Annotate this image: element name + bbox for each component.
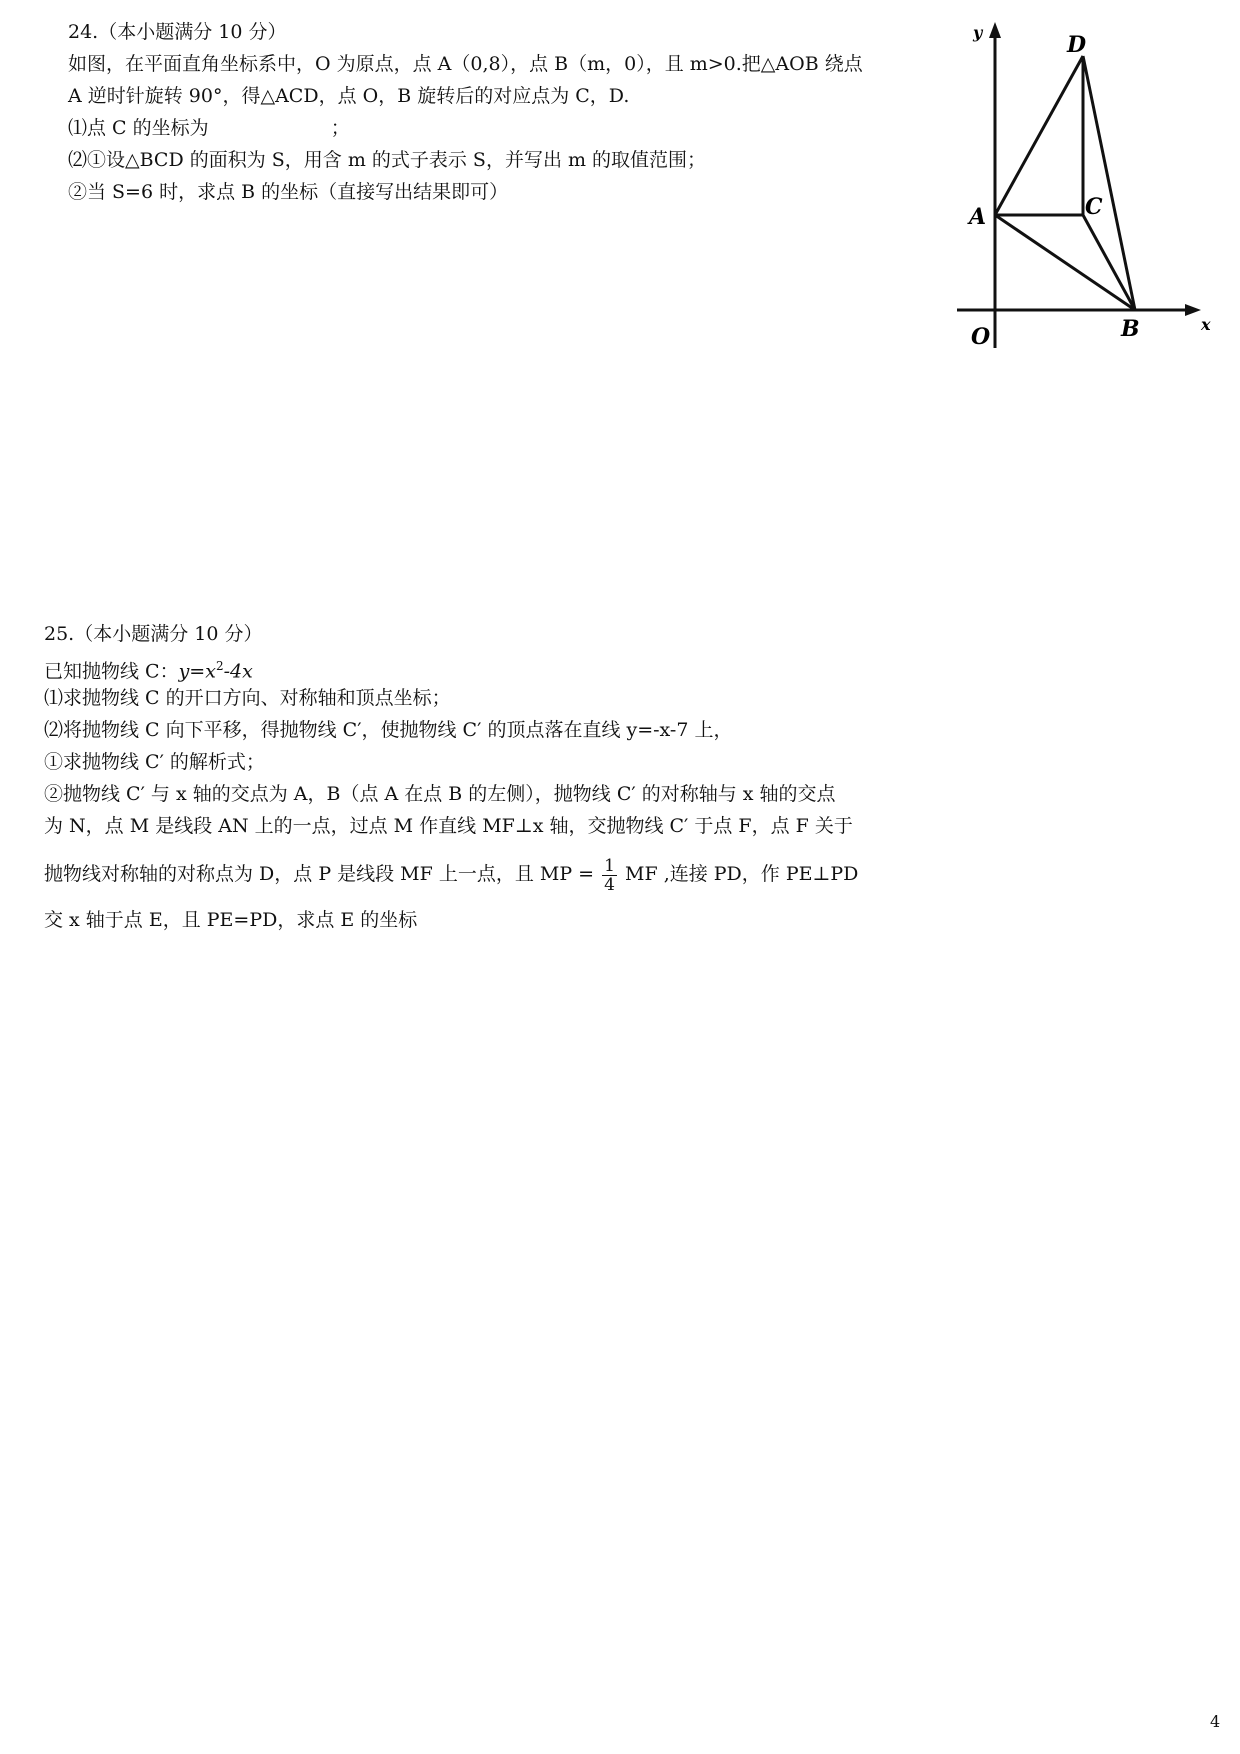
q25-given bbox=[44, 652, 253, 685]
q25-given-eq-tail: -4x bbox=[223, 660, 253, 683]
q25-part1: ⑴求抛物线 C 的开口方向、对称轴和顶点坐标； bbox=[44, 687, 451, 709]
q25-part2a: ①求抛物线 C′ 的解析式； bbox=[44, 751, 265, 773]
q25-part2b-line3 bbox=[44, 852, 858, 896]
q24-part2b: ②当 S=6 时，求点 B 的坐标（直接写出结果即可） bbox=[68, 181, 509, 203]
fraction-numerator: 1 bbox=[604, 855, 615, 876]
x-axis-arrow-icon bbox=[1185, 304, 1201, 316]
label-B: B bbox=[1121, 316, 1140, 342]
label-O: O bbox=[971, 324, 991, 350]
label-D: D bbox=[1067, 32, 1087, 58]
segment-AB bbox=[995, 215, 1135, 310]
label-x: x bbox=[1201, 315, 1211, 334]
q25-part2b-line2: 为 N，点 M 是线段 AN 上的一点，过点 M 作直线 MF⊥x 轴，交抛物线 C′ 于点 F，点 F 关于 bbox=[44, 815, 853, 837]
q24-figure bbox=[955, 18, 1215, 358]
q25-part2b-line1: ②抛物线 C′ 与 x 轴的交点为 A，B（点 A 在点 B 的左侧），抛物线 C′ 的对称轴与 x 轴的交点 bbox=[44, 783, 836, 805]
fraction-denominator: 4 bbox=[604, 874, 615, 895]
q24-header: 24.（本小题满分 10 分） bbox=[68, 21, 287, 43]
label-y: y bbox=[973, 23, 983, 42]
fraction-one-quarter bbox=[602, 857, 617, 894]
q25-given-eq-sup: 2 bbox=[215, 659, 224, 673]
segment-DB bbox=[1083, 56, 1135, 310]
q25-part2: ⑵将抛物线 C 向下平移，得抛物线 C′，使抛物线 C′ 的顶点落在直线 y=-x-7 上， bbox=[44, 719, 733, 741]
q24-stem-line2: A 逆时针旋转 90°，得△ACD，点 O，B 旋转后的对应点为 C，D. bbox=[68, 85, 630, 107]
label-C: C bbox=[1085, 194, 1103, 220]
q25-header: 25.（本小题满分 10 分） bbox=[44, 623, 263, 645]
q24-part1 bbox=[68, 114, 350, 142]
q24-part2a: ⑵①设△BCD 的面积为 S，用含 m 的式子表示 S，并写出 m 的取值范围； bbox=[68, 149, 707, 171]
q24-part1-end: ； bbox=[330, 117, 350, 139]
q25-given-prefix: 已知抛物线 C： bbox=[44, 660, 179, 683]
page-number: 4 bbox=[1210, 1712, 1221, 1731]
q25-given-eq-y: y=x bbox=[178, 660, 216, 683]
q25-part2b-line3-post: MF ,连接 PD，作 PE⊥PD bbox=[625, 863, 859, 885]
segment-CB bbox=[1083, 215, 1135, 310]
segment-AD bbox=[995, 56, 1083, 215]
y-axis-arrow-icon bbox=[989, 22, 1001, 38]
q24-part1-text: ⑴点 C 的坐标为 bbox=[68, 117, 209, 139]
q25-part2b-line4: 交 x 轴于点 E，且 PE=PD，求点 E 的坐标 bbox=[44, 909, 418, 931]
label-A: A bbox=[969, 204, 987, 230]
q24-stem-line1: 如图，在平面直角坐标系中，O 为原点，点 A（0,8），点 B（m，0），且 m>0.把△AOB 绕点 bbox=[68, 53, 863, 75]
q25-part2b-line3-pre: 抛物线对称轴的对称点为 D，点 P 是线段 MF 上一点，且 MP = bbox=[44, 863, 595, 885]
